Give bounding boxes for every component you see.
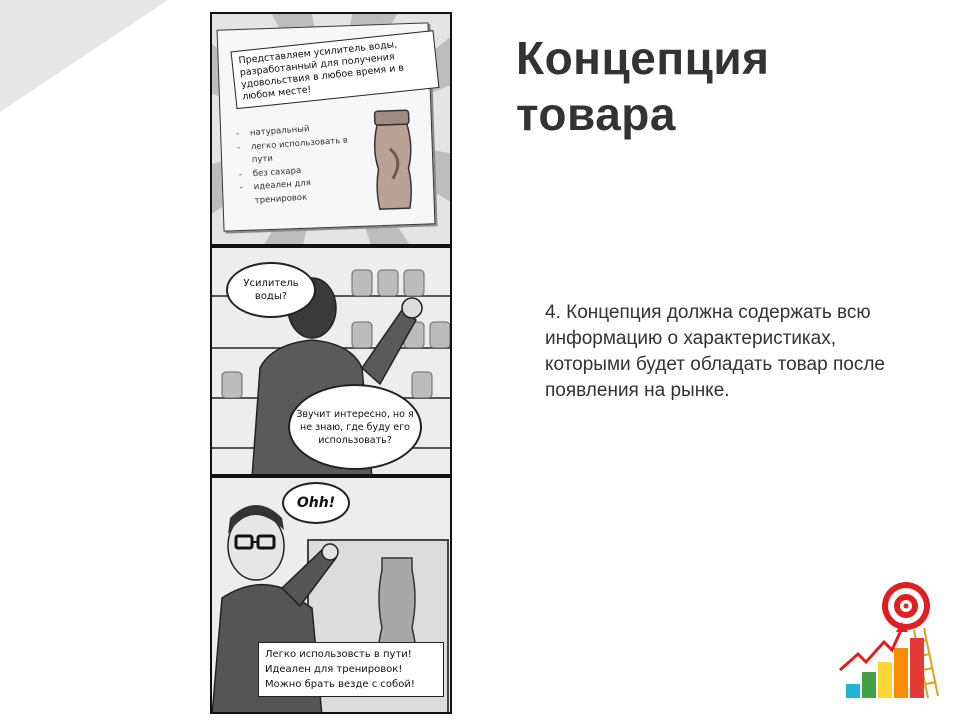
benefits-caption bbox=[258, 642, 444, 697]
caption-line: Идеален для тренировок! bbox=[265, 664, 403, 675]
comic-strip bbox=[210, 12, 454, 714]
target-growth-chart-icon bbox=[836, 580, 956, 704]
corner-decoration bbox=[0, 0, 180, 120]
speech-bubble-reply: Звучит интересно, но я не знаю, где буду его использовать? bbox=[288, 384, 422, 470]
comic-panel-2 bbox=[210, 246, 452, 476]
feature-item: - легко использовать в пути bbox=[235, 133, 363, 169]
feature-item: - идеален для тренировок bbox=[237, 174, 365, 210]
title-line-1: Концепция bbox=[516, 32, 770, 84]
speech-bubble-exclamation: Ohh! bbox=[282, 482, 350, 524]
comic-panel-3 bbox=[210, 476, 452, 714]
product-concept-card bbox=[217, 22, 436, 231]
title-line-2: товара bbox=[516, 88, 676, 140]
caption-line: Легко использовсть в пути! bbox=[265, 649, 412, 660]
feature-list bbox=[234, 120, 365, 210]
feature-item: - натуральный bbox=[234, 120, 361, 142]
slide-title bbox=[516, 30, 770, 142]
feature-item: - без сахара bbox=[236, 160, 363, 182]
speech-bubble-question: Усилитель воды? bbox=[226, 262, 316, 318]
comic-panel-1 bbox=[210, 12, 452, 246]
caption-line: Можно брать везде с собой! bbox=[265, 679, 415, 690]
water-bottle-icon bbox=[368, 108, 418, 214]
product-headline: Представляем усилитель воды, разработанный для получения удовольствия в любое время и в любом месте! bbox=[231, 30, 440, 109]
slide-body-text: 4. Концепция должна содержать всю информацию о характеристиках, которыми будет обладать товар после появления на рынке. bbox=[545, 302, 885, 401]
